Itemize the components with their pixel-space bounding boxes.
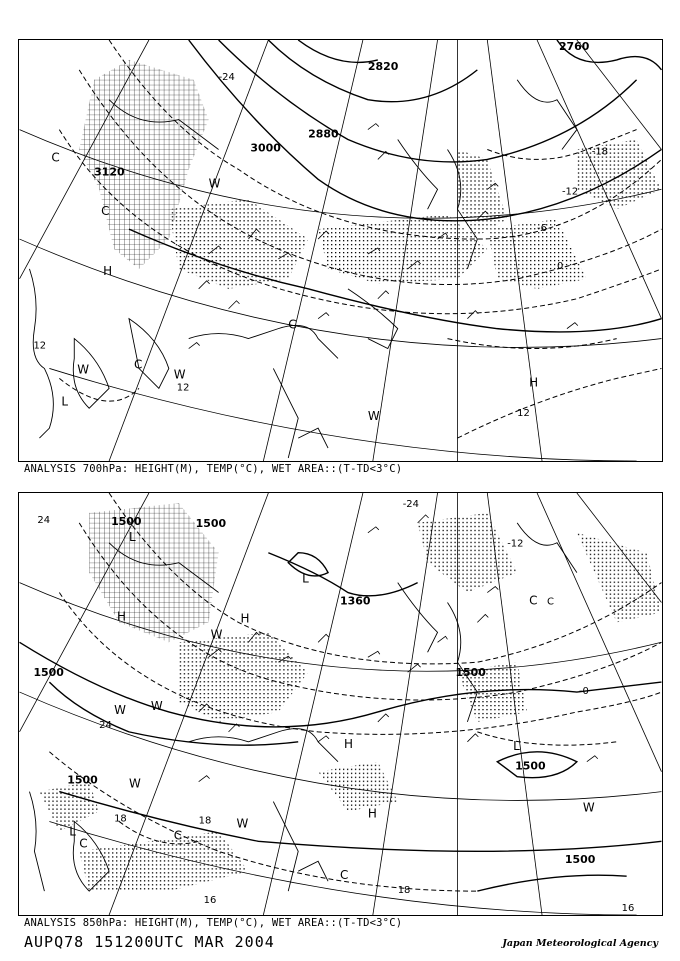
height-label: 1500 — [33, 666, 64, 680]
height-label: 3000 — [250, 141, 281, 155]
temp-label: 18 — [114, 813, 127, 825]
map-panel-700hpa — [18, 39, 663, 462]
temp-label: 12 — [33, 340, 47, 352]
symbol: W — [367, 409, 380, 424]
temp-label: 18 — [397, 885, 411, 897]
height-label: 3120 — [94, 165, 125, 179]
height-label: 1500 — [564, 853, 596, 867]
symbol: L — [129, 529, 136, 544]
map-700hpa-chart — [19, 40, 662, 461]
height-label: 1500 — [111, 514, 142, 528]
symbol: L — [61, 394, 68, 409]
symbol: C — [79, 836, 88, 851]
agency-name: Japan Meteorological Agency — [502, 938, 658, 949]
wet-areas — [39, 503, 661, 891]
symbol: C — [288, 317, 297, 332]
wet-areas — [79, 60, 661, 289]
symbol: W — [129, 776, 141, 791]
symbol: W — [582, 800, 595, 815]
temp-label: -24 — [402, 498, 419, 510]
symbol: C — [51, 150, 60, 165]
height-label: 1500 — [67, 773, 98, 787]
temp-label: -12 — [507, 538, 524, 550]
symbol: W — [150, 698, 163, 713]
bulletin-header: AUPQ78 151200UTC MAR 2004 — [24, 933, 275, 951]
temp-label: -12 — [561, 186, 579, 198]
symbol: C — [340, 868, 349, 883]
symbol: W — [77, 362, 90, 377]
temp-label: 24 — [99, 719, 112, 731]
symbol: H — [240, 611, 250, 626]
temp-label: 24 — [37, 514, 51, 526]
symbol: W — [210, 627, 223, 642]
temp-label: C — [547, 596, 554, 608]
symbol: H — [367, 806, 377, 821]
height-label: 2820 — [367, 59, 399, 73]
symbol: W — [173, 367, 186, 382]
temp-label: -24 — [218, 71, 235, 83]
temp-label: 0 — [556, 260, 564, 272]
map-850hpa-chart — [19, 493, 662, 915]
temp-label: 18 — [198, 815, 212, 827]
symbol: C — [101, 204, 110, 219]
symbol: H — [117, 609, 127, 624]
symbol: C — [133, 357, 143, 372]
map-panel-850hpa — [18, 492, 663, 916]
symbol: L — [302, 571, 309, 586]
symbol: L — [513, 738, 520, 753]
height-label: 1500 — [515, 759, 546, 773]
height-label: 1500 — [455, 666, 486, 680]
temp-label: 16 — [203, 895, 217, 907]
height-label: 1360 — [340, 594, 371, 608]
caption-700hpa: ANALYSIS 700hPa: HEIGHT(M), TEMP(°C), WET AREA::(T-TD<3°C) — [24, 463, 403, 475]
symbol: L — [69, 824, 76, 839]
symbol: W — [208, 176, 221, 191]
temp-label: -0 — [578, 686, 589, 698]
height-label: 2760 — [558, 40, 590, 53]
symbol: C — [529, 593, 538, 608]
symbol: W — [114, 702, 126, 717]
height-label: 1500 — [195, 516, 227, 530]
temp-label: -18 — [591, 146, 609, 158]
symbol: H — [343, 736, 353, 751]
symbol: H — [529, 375, 539, 390]
symbol: C — [173, 828, 183, 843]
height-label: 2880 — [308, 127, 339, 141]
symbol: W — [236, 816, 249, 831]
symbol: H — [103, 263, 113, 278]
temp-label: 16 — [621, 903, 635, 915]
temp-label: -6 — [537, 223, 547, 235]
temp-label: 12 — [517, 408, 530, 420]
temp-label: 12 — [176, 382, 190, 394]
caption-850hpa: ANALYSIS 850hPa: HEIGHT(M), TEMP(°C), WET AREA::(T-TD<3°C) — [24, 917, 403, 929]
